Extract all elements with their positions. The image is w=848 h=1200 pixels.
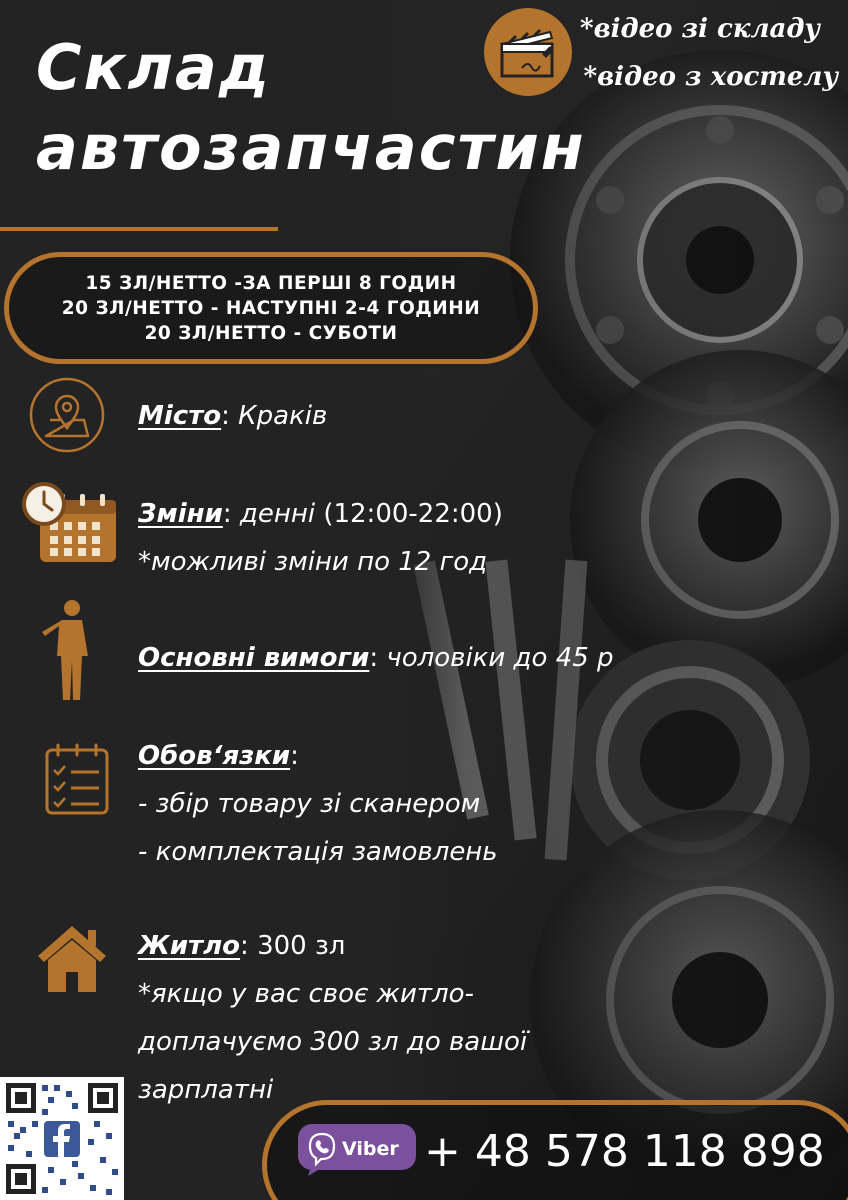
shifts-value: денні — [239, 499, 316, 529]
city-label: Місто — [138, 401, 222, 431]
requirements-value: чоловіки до 45 р — [386, 643, 614, 673]
checklist-icon — [44, 742, 110, 820]
businessman-icon — [42, 598, 98, 706]
clock-calendar-icon — [20, 482, 120, 570]
housing-note-line: доплачуємо 300 зл до вашої — [138, 1027, 528, 1057]
pay-rates-box — [4, 252, 538, 364]
pay-rate-line: 15 ЗЛ/НЕТТО -ЗА ПЕРШІ 8 ГОДИН — [85, 272, 457, 294]
duties-info: Обов‘язки: - збір товару зі сканером - комплектація замовлень — [138, 741, 498, 867]
shifts-label: Зміни — [138, 499, 223, 529]
housing-info: Житло: 300 зл *якщо у вас своє житло- доплачуємо 300 зл до вашої зарплатні — [138, 931, 528, 1105]
location-pin-icon — [28, 376, 106, 458]
title-line-2: автозапчастин — [36, 111, 586, 184]
video-hostel-link[interactable]: *відео з хостелу — [583, 62, 838, 92]
facebook-icon — [44, 1121, 80, 1157]
housing-value: 300 зл — [257, 931, 346, 961]
duty-item: - комплектація замовлень — [138, 837, 498, 867]
duty-item: - збір товару зі сканером — [138, 789, 481, 819]
phone-number[interactable]: + 48 578 118 898 — [424, 1126, 825, 1177]
viber-icon[interactable] — [298, 1124, 416, 1176]
shifts-hours: (12:00-22:00) — [323, 499, 503, 529]
title-line-1: Склад — [36, 31, 271, 104]
requirements-info: Основні вимоги: чоловіки до 45 р — [138, 643, 614, 673]
clapperboard-icon[interactable] — [484, 8, 572, 96]
accent-divider — [0, 227, 278, 231]
housing-note-line: *якщо у вас своє житло- — [138, 979, 474, 1009]
facebook-qr-code[interactable] — [0, 1077, 124, 1200]
pay-rate-line: 20 ЗЛ/НЕТТО - СУБОТИ — [144, 322, 398, 344]
city-info: Місто: Краків — [138, 401, 328, 431]
housing-note-line: зарплатні — [138, 1075, 274, 1105]
city-value: Краків — [238, 401, 328, 431]
pay-rate-line: 20 ЗЛ/НЕТТО - НАСТУПНІ 2-4 ГОДИНИ — [61, 297, 481, 319]
viber-label: Viber — [342, 1138, 399, 1160]
video-warehouse-link[interactable]: *відео зі складу — [579, 14, 820, 44]
shifts-info: Зміни: денні (12:00-22:00) *можливі зміни по 12 год — [138, 499, 503, 577]
housing-label: Житло — [138, 931, 241, 961]
shifts-note: *можливі зміни по 12 год — [138, 547, 488, 577]
requirements-label: Основні вимоги — [138, 643, 370, 673]
duties-label: Обов‘язки — [138, 741, 291, 771]
house-icon — [36, 922, 108, 996]
